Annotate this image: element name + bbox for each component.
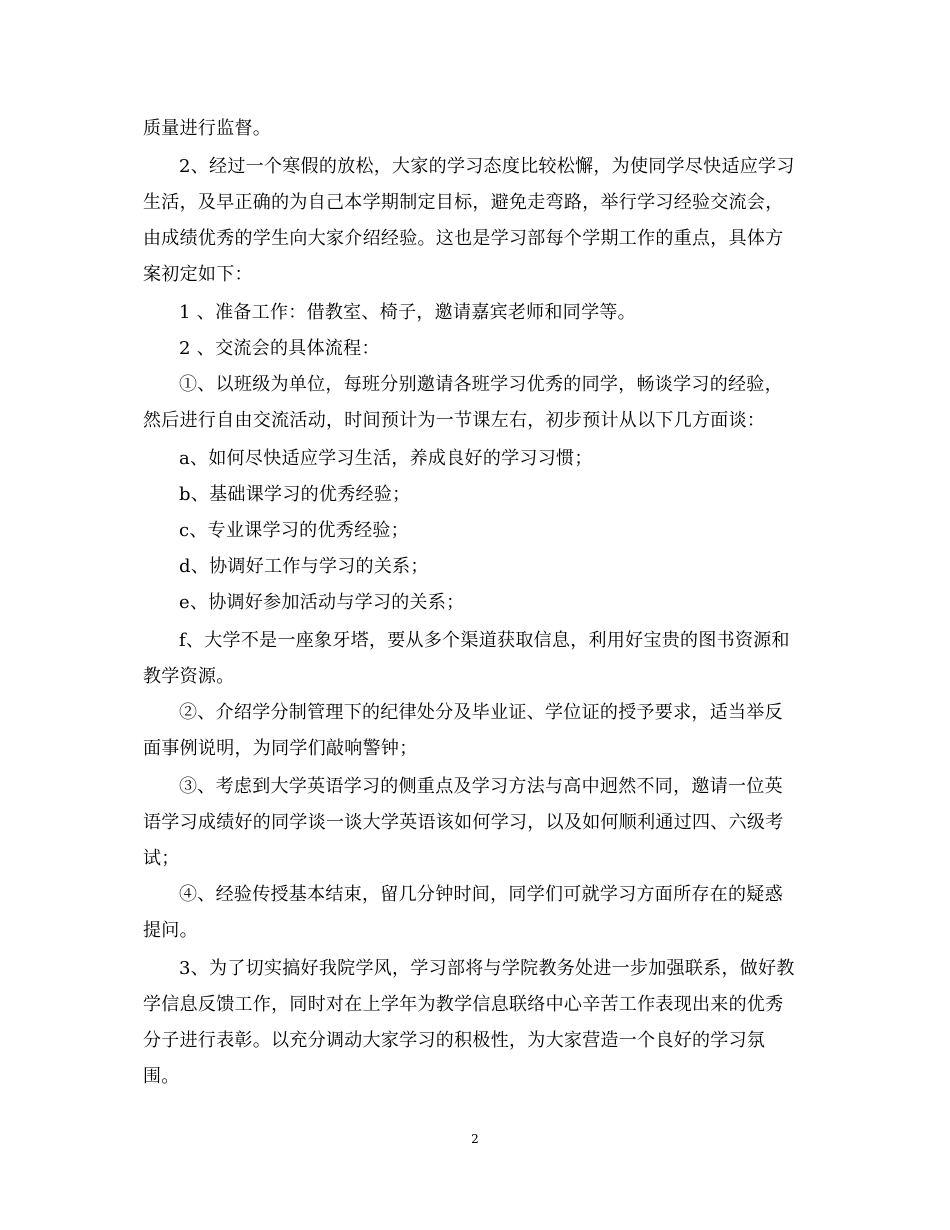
text-line: e、协调好参加活动与学习的关系； (179, 592, 465, 613)
text-line: 语学习成绩好的同学谈一谈大学英语该如何学习，以及如何顺利通过四、六级考 (143, 812, 784, 833)
text-line: 由成绩优秀的学生向大家介绍经验。这也是学习部每个学期工作的重点，具体方 (143, 228, 784, 249)
text-line: d、协调好工作与学习的关系； (179, 556, 429, 577)
text-line: 1 、准备工作：借教室、椅子，邀请嘉宾老师和同学等。 (179, 302, 636, 323)
text-line: c、专业课学习的优秀经验； (179, 520, 409, 541)
text-line: f、大学不是一座象牙塔，要从多个渠道获取信息，利用好宝贵的图书资源和 (179, 630, 790, 651)
text-line: 生活，及早正确的为自己本学期制定目标，避免走弯路，举行学习经验交流会， (143, 192, 784, 213)
text-line: 学信息反馈工作，同时对在上学年为教学信息联络中心辛苦工作表现出来的优秀 (143, 994, 784, 1015)
text-line: ④、经验传授基本结束，留几分钟时间，同学们可就学习方面所存在的疑惑 (179, 884, 783, 905)
text-line: 2、经过一个寒假的放松，大家的学习态度比较松懈，为使同学尽快适应学习 (179, 156, 795, 177)
text-line: b、基础课学习的优秀经验； (179, 484, 411, 505)
text-line: ①、以班级为单位，每班分别邀请各班学习优秀的同学，畅谈学习的经验， (179, 374, 783, 395)
text-line: 教学资源。 (143, 666, 235, 687)
text-line: 面事例说明，为同学们敲响警钟； (143, 738, 418, 759)
text-line: 质量进行监督。 (143, 118, 272, 139)
text-line: 然后进行自由交流活动，时间预计为一节课左右，初步预计从以下几方面谈： (143, 410, 766, 431)
page-number: 2 (471, 1132, 479, 1146)
text-line: a、如何尽快适应学习生活，养成良好的学习习惯； (179, 448, 593, 469)
text-line: 2 、交流会的具体流程： (179, 338, 380, 359)
text-line: 围。 (143, 1066, 180, 1087)
text-line: ②、介绍学分制管理下的纪律处分及毕业证、学位证的授予要求，适当举反 (179, 702, 783, 723)
text-line: 3、为了切实搞好我院学风，学习部将与学院教务处进一步加强联系，做好教 (179, 958, 795, 979)
text-line: 试； (143, 848, 180, 869)
text-line: 分子进行表彰。以充分调动大家学习的积极性，为大家营造一个良好的学习氛 (143, 1030, 766, 1051)
text-line: 案初定如下： (143, 264, 253, 285)
text-line: 提问。 (143, 920, 198, 941)
text-line: ③、考虑到大学英语学习的侧重点及学习方法与高中迥然不同，邀请一位英 (179, 776, 783, 797)
